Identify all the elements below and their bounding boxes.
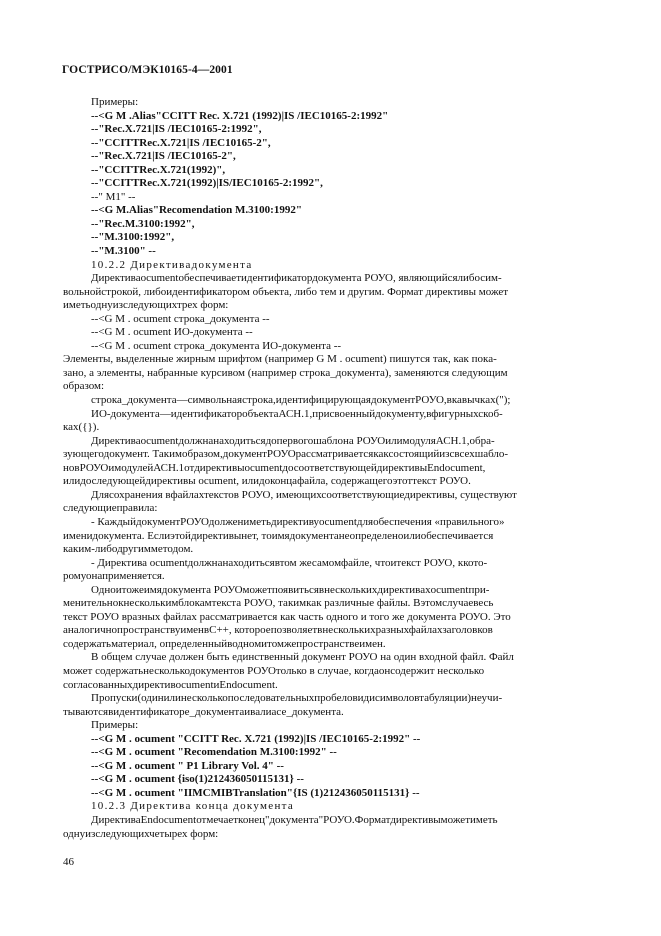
running-header: ГОСТРИСО/МЭК10165-4—2001 xyxy=(62,64,233,76)
text-line: --<G M . ocument {iso(1)212436050115131} -- xyxy=(91,773,304,786)
text-line: зано, а элементы, набранные курсивом (например строка_документа), заменяются следующим xyxy=(63,366,508,379)
page-number: 46 xyxy=(63,856,74,868)
text-line: однуизследующихчетырех форм: xyxy=(63,827,219,840)
text-line: Одноитожеимядокумента РОУОможетпоявитьсявнесколькихдирективахocumentпри- xyxy=(91,583,490,596)
text-line: 10.2.2 Директивадокумента xyxy=(91,258,253,271)
text-line: ках({}). xyxy=(63,421,100,434)
text-line: Элементы, выделенные жирным шрифтом (например G M . ocument) пишутся так, как пока- xyxy=(63,353,497,366)
text-line: текст РОУО вразных файлах рассматривается как часть одного и того же документа РОУО. Это xyxy=(63,610,511,623)
text-line: В общем случае должен быть единственный документ РОУО на один входной файл. Файл xyxy=(91,651,514,664)
text-line: --<G M . ocument "CCITT Rec. X.721 (1992)|IS /IEC10165-2:1992" -- xyxy=(91,732,421,745)
text-line: содержатьматериал, определенныйводномитомжепространствеимен. xyxy=(63,637,386,650)
text-line: --" M1" -- xyxy=(91,190,136,203)
text-line: Пропуски(одинилинесколькопоследовательныхпробеловидисимволовтабуляции)неучи- xyxy=(91,692,503,705)
text-line: ДирективаEndocumentотмечаетконец"документа"РОУО.Форматдирективыможетиметь xyxy=(91,813,498,826)
text-line: образом: xyxy=(63,380,105,393)
text-line: --<G M . ocument ИО-документа -- xyxy=(91,326,253,339)
text-line: вольнойстрокой, либоидентификатором объекта, либо тем и другим. Формат директивы может xyxy=(63,285,509,298)
text-line: может содержатьнесколькодокументов РОУОтолько в случае, когдаонсодержит несколько xyxy=(63,664,485,677)
text-line: Примеры: xyxy=(91,96,139,108)
text-line: - КаждыйдокументРОУОдолжениметьдирективуocumentдляобеспечения «правильного» xyxy=(91,515,505,528)
text-line: менительнокнесколькимблокамтекста РОУО, такимкак различные файлы. Вэтомслучаевесь xyxy=(63,597,494,610)
text-line: каким-либодругимметодом. xyxy=(63,543,194,556)
text-line: согласованныхдирективocumentиEndocument. xyxy=(63,678,278,691)
text-line: Длясохранения вфайлахтекстов РОУО, имеющихсоответствующиедирективы, существуют xyxy=(91,488,517,501)
text-line: новРОУОимодулейАСН.1отдирективыocumentдосоответствующейдирективыEndocument, xyxy=(63,461,486,474)
text-line: --"CCITTRec.X.721(1992)", xyxy=(91,163,226,176)
text-line: --<G M . ocument " P1 Library Vol. 4" -- xyxy=(91,759,284,772)
text-line: --"M.3100:1992", xyxy=(91,231,175,244)
text-line: тываютсявидентификаторе_документаивалиасе_документа. xyxy=(63,705,344,718)
text-line: ИО-документа—идентификаторобъектаАСН.1,присвоенныйдокументу,вфигурныхскоб- xyxy=(91,407,503,420)
text-line: - Директива ocumentдолжнанаходитьсявтом жесамомфайле, чтоитекст РОУО, ккото- xyxy=(91,556,488,569)
text-line: Директиваocumentобеспечиваетидентификатордокумента РОУО, являющийсялибосим- xyxy=(91,272,502,285)
text-line: --"M.3100" -- xyxy=(91,245,156,258)
text-line: --<G M . ocument строка_документа ИО-документа -- xyxy=(91,339,342,352)
text-line: --<G M .Alias"CCITT Rec. X.721 (1992)|IS /IEC10165-2:1992" xyxy=(91,109,389,122)
text-line: --"Rec.X.721|IS /IEC10165-2", xyxy=(91,150,236,163)
text-line: аналогичнопространствуименвС++, котороепозволяетвнесколькихразныхфайлахзаголовков xyxy=(63,624,493,637)
text-line: Примеры: xyxy=(91,719,139,732)
text-line: зующегодокумент. Такимобразом,документРОУОрассматриваетсякаксостоящийизсвсехшабло- xyxy=(63,448,509,461)
text-line: строка_документа—символьнаястрока,идентифицирующаядокументРОУО,вкавычках("); xyxy=(91,394,511,407)
text-line: --"Rec.X.721|IS /IEC10165-2:1992", xyxy=(91,123,262,136)
text-line: --<G M . ocument "Recomendation M.3100:1992" -- xyxy=(91,746,337,759)
text-line: --"Rec.M.3100:1992", xyxy=(91,217,195,230)
text-line: --"CCITTRec.X.721(1992)|IS/IEC10165-2:1992", xyxy=(91,177,323,190)
text-line: именидокумента. Еслиэтойдирективынет, тоимядокументанеопределеноилиобеспечивается xyxy=(63,529,494,542)
text-line: --"CCITTRec.X.721|IS /IEC10165-2", xyxy=(91,136,271,149)
text-line: ромуонаприменяется. xyxy=(63,570,165,583)
text-line: --<G M.Alias"Recomendation M.3100:1992" xyxy=(91,204,302,217)
text-line: --<G M . ocument "IIMCMIBTranslation"{IS (1)212436050115131} -- xyxy=(91,786,420,799)
text-line: 10.2.3 Директива конца документа xyxy=(91,800,295,813)
text-line: --<G M . ocument строка_документа -- xyxy=(91,312,270,325)
text-line: следующиеправила: xyxy=(63,502,158,515)
text-line: Директиваocumentдолжнанаходитьсядопервогошаблона РОУОилимодуляАСН.1,обра- xyxy=(91,434,495,447)
text-line: иметьоднуизследующихтрех форм: xyxy=(63,299,229,312)
text-line: илидоследующейдирективы ocument, илидоконцафайла, содержащегоэтоттекст РОУО. xyxy=(63,475,471,488)
body-text xyxy=(63,96,599,841)
